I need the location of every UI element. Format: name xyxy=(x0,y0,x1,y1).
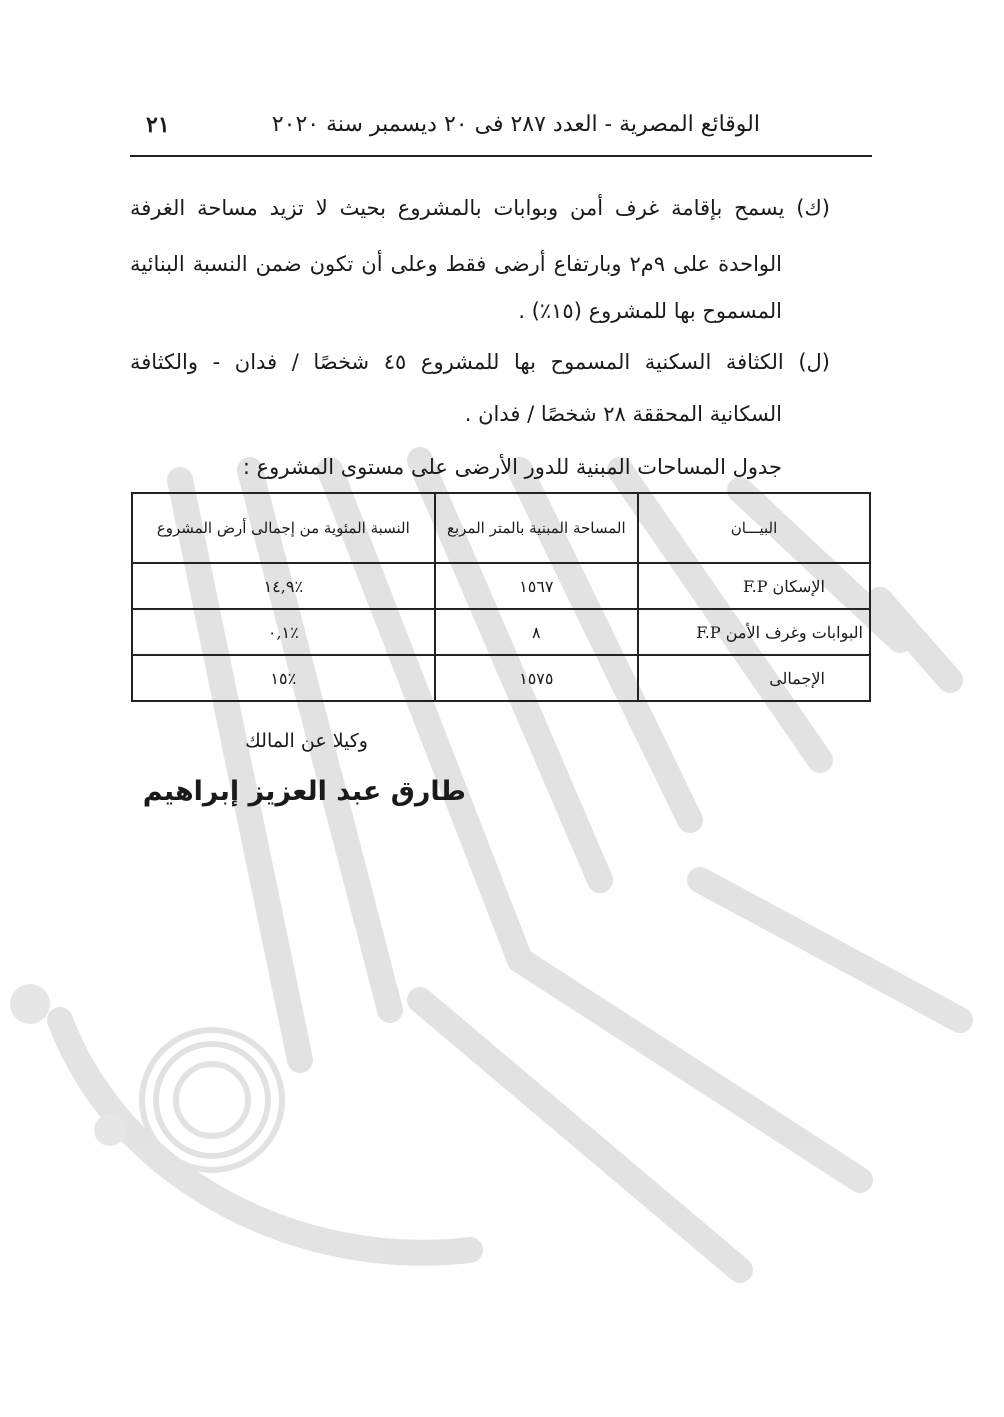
built-areas-table xyxy=(131,492,871,702)
clause-k-line-1: (ك) يسمح بإقامة غرف أمن وبوابات بالمشروع بحيث لا تزيد مساحة الغرفة xyxy=(130,196,830,220)
header-divider xyxy=(130,155,872,157)
row-area: ١٥٦٧ xyxy=(435,563,638,609)
gazette-title: الوقائع المصرية - العدد ٢٨٧ فى ٢٠ ديسمبر سنة ٢٠٢٠ xyxy=(271,112,760,137)
row-percent: ٪١٥ xyxy=(132,655,435,701)
table-header-row xyxy=(132,493,870,563)
row-label: الإسكان F.P xyxy=(638,563,870,609)
signoff-text: وكيلا عن المالك xyxy=(245,730,368,752)
row-percent: ٪١٤,٩ xyxy=(132,563,435,609)
header-area: المساحة المبنية بالمتر المربع xyxy=(435,493,638,563)
header-percent: النسبة المئوية من إجمالى أرض المشروع xyxy=(132,493,435,563)
row-area: ٨ xyxy=(435,609,638,655)
row-percent: ٪٠,١ xyxy=(132,609,435,655)
clause-l-line-2: السكانية المحققة ٢٨ شخصًا / فدان . xyxy=(464,402,782,426)
header-label: البيـــان xyxy=(638,493,870,563)
clause-l-line-1: (ل) الكثافة السكنية المسموح بها للمشروع ٤٥ شخصًا / فدان - والكثافة xyxy=(130,350,830,374)
table-row xyxy=(132,655,870,701)
row-area: ١٥٧٥ xyxy=(435,655,638,701)
page-header xyxy=(130,112,872,154)
clause-k-line-2: الواحدة على ٩م٢ وبارتفاع أرضى فقط وعلى أن تكون ضمن النسبة البنائية xyxy=(130,252,782,276)
table-title: جدول المساحات المبنية للدور الأرضى على مستوى المشروع : xyxy=(242,455,782,479)
table-row xyxy=(132,609,870,655)
clause-k-line-3: المسموح بها للمشروع (١٥٪) . xyxy=(518,299,782,323)
signatory-name: طارق عبد العزيز إبراهيم xyxy=(142,776,466,807)
page-number: ٢١ xyxy=(146,112,170,138)
row-label: البوابات وغرف الأمن F.P xyxy=(638,609,870,655)
row-label: الإجمالى xyxy=(638,655,870,701)
table-row xyxy=(132,563,870,609)
